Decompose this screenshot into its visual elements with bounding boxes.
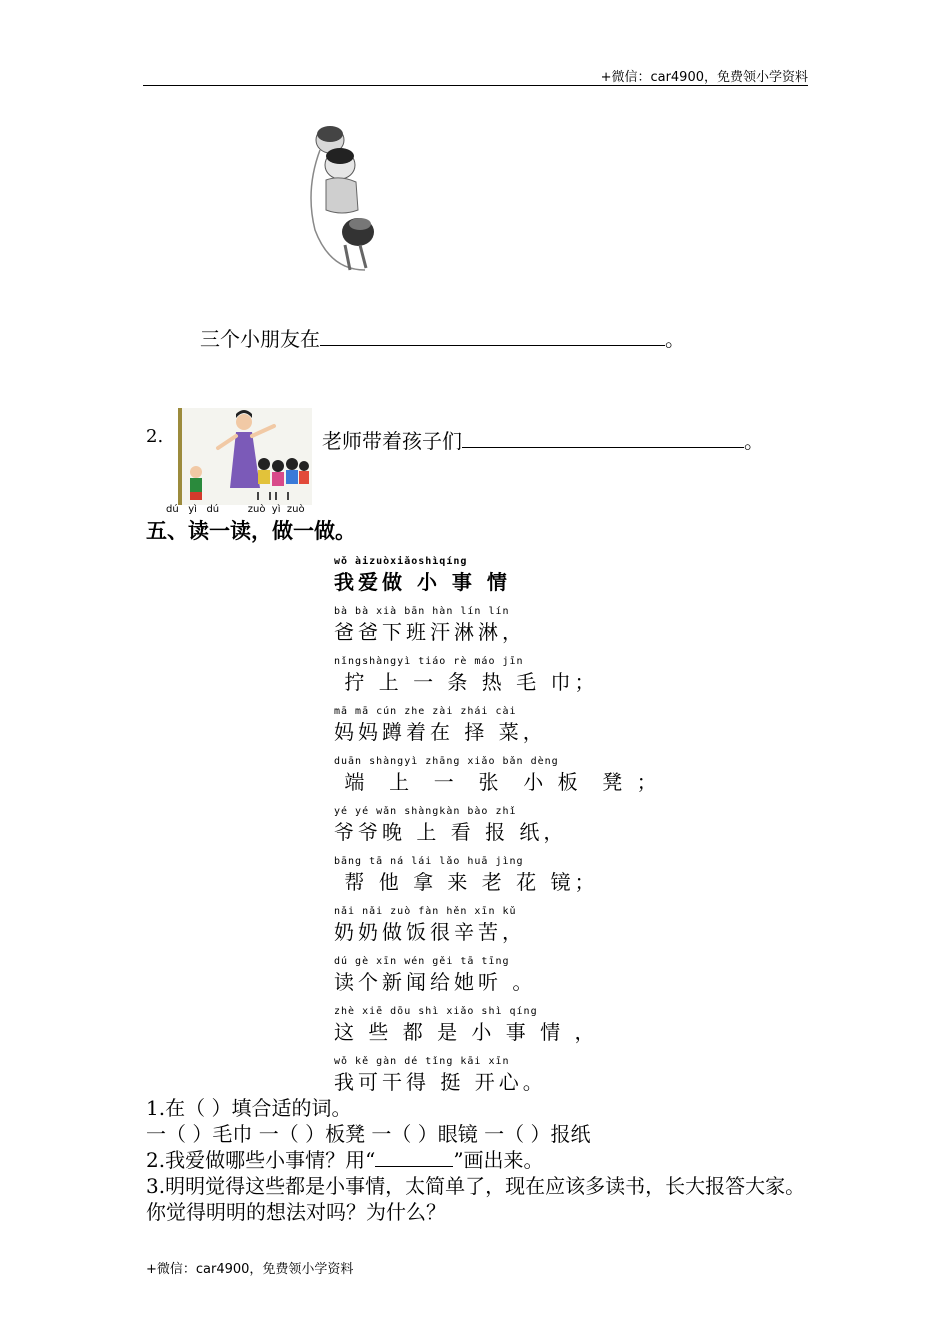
answer-blank-1[interactable]	[320, 325, 665, 346]
poem-title	[334, 555, 654, 605]
poem-line: 帮 他 拿 来 老 花 镜；	[334, 870, 599, 894]
poem-pinyin: mā mā cún zhe zài zhái cài	[334, 706, 517, 717]
poem-line: 拧 上 一 条 热 毛 巾；	[334, 670, 599, 694]
poem-pinyin: wǒ kě gàn dé tǐng kāi xīn	[334, 1056, 510, 1067]
answer-blank-2[interactable]	[462, 427, 744, 448]
page-footer: +微信：car4900，免费领小学资料	[146, 1262, 354, 1277]
question-2-end: ”画出来。	[453, 1148, 544, 1172]
question-2-text: 2.我爱做哪些小事情？用“	[146, 1148, 376, 1172]
poem-pinyin: nǎi nǎi zuò fàn hěn xīn kǔ	[334, 906, 517, 917]
question-1-fill-in	[200, 323, 685, 352]
poem-line: 爸爸下班汗淋淋，	[334, 620, 526, 644]
poem-line-group	[334, 955, 654, 1005]
exercise-question-3: 3.明明觉得这些都是小事情，太简单了，现在应该多读书，长大报答大家。你觉得明明的想法对吗？为什么？	[146, 1174, 806, 1224]
poem-pinyin: zhè xiē dōu shì xiǎo shì qíng	[334, 1006, 538, 1017]
section-title-pinyin: dú yì dú zuò yì zuò	[166, 504, 305, 515]
poem-pinyin: bāng tā ná lái lǎo huā jìng	[334, 856, 524, 867]
poem-line: 读个新闻给她听 。	[334, 970, 537, 994]
poem-pinyin: dú gè xīn wén gěi tā tīng	[334, 956, 510, 967]
question-2-number: 2.	[146, 426, 164, 447]
teacher-children-illustration	[178, 408, 312, 505]
poem-line-group	[334, 755, 661, 805]
underline-sample	[375, 1148, 453, 1167]
poem-line-group	[334, 905, 654, 955]
measure-word-blanks[interactable]: 一（ ）毛巾 一（ ）板凳 一（ ）眼镜 一（ ）报纸	[146, 1122, 591, 1146]
poem-pinyin: bà bà xià bān hàn lín lín	[334, 606, 510, 617]
poem-line: 端 上 一 张 小 板 凳 ；	[334, 770, 661, 794]
question-2-suffix: 。	[744, 429, 764, 453]
children-playing-illustration	[300, 120, 380, 280]
question-1-suffix: 。	[665, 327, 685, 351]
question-2-fill-in	[322, 425, 764, 454]
exercise-question-2	[146, 1147, 811, 1173]
question-2-prefix: 老师带着孩子们	[322, 429, 462, 453]
poem-pinyin: duān shàngyì zhāng xiǎo bǎn dèng	[334, 756, 559, 767]
poem-line-group	[334, 855, 654, 905]
question-1-prefix: 三个小朋友在	[200, 327, 320, 351]
header-rule	[143, 85, 808, 86]
poem-line-group	[334, 655, 654, 705]
poem-line: 妈妈蹲着在 择 菜，	[334, 720, 547, 744]
section-title: 五、读一读，做一做。	[146, 519, 356, 543]
poem-pinyin: nǐngshàngyì tiáo rè máo jīn	[334, 656, 524, 667]
poem-pinyin: wǒ àizuòxiǎoshìqíng	[334, 556, 468, 567]
exercise-questions	[146, 1095, 811, 1225]
poem-line-group	[334, 1005, 654, 1055]
poem-line-group	[334, 605, 654, 655]
poem-line-group	[334, 805, 654, 855]
poem-line: 爷爷晚 上 看 报 纸，	[334, 820, 568, 844]
page-header: +微信：car4900，免费领小学资料	[600, 70, 808, 85]
exercise-question-1: 1.在（ ）填合适的词。	[146, 1096, 352, 1120]
poem-line: 我可干得 挺 开心。	[334, 1070, 547, 1094]
poem	[334, 555, 661, 1105]
poem-line: 我爱做 小 事 情	[334, 570, 511, 594]
poem-line: 这 些 都 是 小 事 情 ，	[334, 1020, 599, 1044]
poem-line: 奶奶做饭很辛苦，	[334, 920, 526, 944]
poem-pinyin: yé yé wǎn shàngkàn bào zhǐ	[334, 806, 517, 817]
poem-line-group	[334, 705, 654, 755]
